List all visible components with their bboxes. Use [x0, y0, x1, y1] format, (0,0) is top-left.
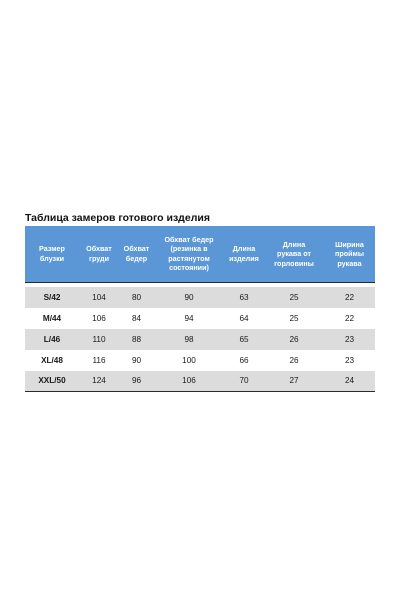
cell-bust: 110: [79, 329, 119, 350]
cell-armhole-width: 22: [324, 308, 375, 329]
cell-length: 63: [224, 287, 264, 308]
measurements-table: [25, 226, 375, 392]
cell-hips: 90: [119, 350, 154, 371]
header-length: Длина изделия: [224, 226, 264, 282]
cell-hips-stretched: 98: [154, 329, 224, 350]
table-row: [25, 287, 375, 308]
cell-size: XL/48: [25, 350, 79, 371]
table-row: [25, 371, 375, 392]
cell-size: L/46: [25, 329, 79, 350]
cell-bust: 106: [79, 308, 119, 329]
cell-hips-stretched: 100: [154, 350, 224, 371]
cell-length: 70: [224, 371, 264, 392]
cell-bust: 116: [79, 350, 119, 371]
cell-armhole-width: 22: [324, 287, 375, 308]
header-hips: Обхват бедер: [119, 226, 154, 282]
cell-sleeve-length: 26: [264, 329, 324, 350]
cell-sleeve-length: 26: [264, 350, 324, 371]
cell-armhole-width: 23: [324, 350, 375, 371]
header-hips-stretched: Обхват бедер (резинка в растянутом состоянии): [154, 226, 224, 282]
cell-hips-stretched: 90: [154, 287, 224, 308]
cell-sleeve-length: 27: [264, 371, 324, 392]
header-armhole-width: Ширина проймы рукава: [324, 226, 375, 282]
cell-length: 66: [224, 350, 264, 371]
cell-length: 64: [224, 308, 264, 329]
cell-hips: 84: [119, 308, 154, 329]
cell-sleeve-length: 25: [264, 287, 324, 308]
cell-hips: 96: [119, 371, 154, 392]
header-bust: Обхват груди: [79, 226, 119, 282]
table-row: [25, 350, 375, 371]
cell-hips-stretched: 106: [154, 371, 224, 392]
header-sleeve-length: Длина рукава от горловины: [264, 226, 324, 282]
cell-hips: 80: [119, 287, 154, 308]
cell-size: XXL/50: [25, 371, 79, 392]
cell-sleeve-length: 25: [264, 308, 324, 329]
cell-armhole-width: 23: [324, 329, 375, 350]
header-size: Размер блузки: [25, 226, 79, 282]
cell-armhole-width: 24: [324, 371, 375, 392]
cell-length: 65: [224, 329, 264, 350]
table-row: [25, 329, 375, 350]
table-row: [25, 308, 375, 329]
cell-bust: 104: [79, 287, 119, 308]
cell-size: S/42: [25, 287, 79, 308]
cell-hips: 88: [119, 329, 154, 350]
cell-hips-stretched: 94: [154, 308, 224, 329]
size-chart: [25, 211, 375, 392]
table-title: Таблица замеров готового изделия: [25, 212, 210, 224]
cell-bust: 124: [79, 371, 119, 392]
cell-size: M/44: [25, 308, 79, 329]
table-header-row: [25, 226, 375, 282]
